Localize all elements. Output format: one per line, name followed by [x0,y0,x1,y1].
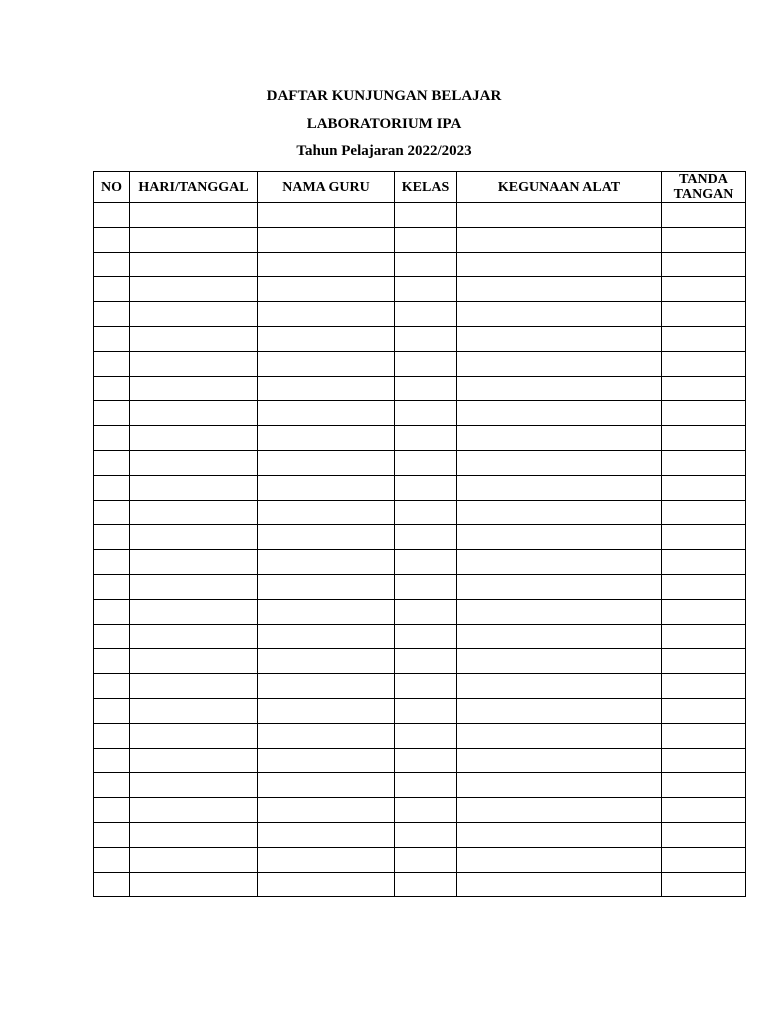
table-cell [395,599,457,624]
table-row [94,252,746,277]
table-cell [662,798,746,823]
table-cell [457,376,662,401]
header-nama-guru: NAMA GURU [258,172,395,203]
table-cell [457,798,662,823]
header-kegunaan-alat: KEGUNAAN ALAT [457,172,662,203]
table-cell [94,847,130,872]
table-cell [130,426,258,451]
table-cell [258,773,395,798]
table-cell [662,550,746,575]
table-cell [94,450,130,475]
table-cell [457,773,662,798]
table-row [94,872,746,897]
table-cell [395,450,457,475]
table-cell [457,302,662,327]
table-cell [258,748,395,773]
table-cell [130,599,258,624]
table-cell [130,822,258,847]
table-cell [258,847,395,872]
table-header-row [94,172,746,203]
table-row [94,401,746,426]
table-cell [395,674,457,699]
table-cell [662,252,746,277]
table-row [94,351,746,376]
table-cell [662,525,746,550]
table-cell [662,748,746,773]
table-cell [457,500,662,525]
table-cell [130,847,258,872]
table-cell [395,203,457,228]
table-cell [94,376,130,401]
table-cell [94,574,130,599]
table-cell [258,574,395,599]
table-cell [94,302,130,327]
table-cell [130,773,258,798]
table-row [94,649,746,674]
table-cell [130,376,258,401]
table-cell [258,426,395,451]
table-cell [457,450,662,475]
table-cell [130,723,258,748]
table-cell [395,574,457,599]
table-cell [457,525,662,550]
table-row [94,203,746,228]
table-cell [94,475,130,500]
table-cell [457,723,662,748]
table-cell [94,698,130,723]
table-cell [395,302,457,327]
header-kelas: KELAS [395,172,457,203]
table-cell [258,450,395,475]
table-cell [258,351,395,376]
table-cell [662,450,746,475]
table-cell [457,351,662,376]
table-cell [130,227,258,252]
table-cell [130,574,258,599]
table-cell [395,277,457,302]
table-cell [94,624,130,649]
table-row [94,674,746,699]
table-cell [662,426,746,451]
table-cell [662,624,746,649]
table-cell [94,203,130,228]
table-row [94,227,746,252]
table-cell [258,698,395,723]
table-cell [662,599,746,624]
table-cell [130,500,258,525]
table-cell [130,525,258,550]
table-row [94,798,746,823]
table-cell [457,748,662,773]
table-cell [130,872,258,897]
table-cell [130,401,258,426]
table-cell [662,698,746,723]
table-row [94,475,746,500]
table-row [94,326,746,351]
table-cell [662,723,746,748]
table-cell [457,649,662,674]
table-cell [258,872,395,897]
table-cell [457,326,662,351]
table-cell [662,277,746,302]
table-cell [457,674,662,699]
table-cell [395,500,457,525]
table-cell [94,351,130,376]
table-cell [395,822,457,847]
table-cell [130,475,258,500]
table-cell [457,624,662,649]
table-row [94,574,746,599]
table-cell [457,227,662,252]
table-cell [662,822,746,847]
table-cell [258,525,395,550]
table-cell [662,401,746,426]
academic-year: Tahun Pelajaran 2022/2023 [296,143,472,159]
table-cell [395,847,457,872]
table-cell [130,302,258,327]
table-cell [395,351,457,376]
table-row [94,277,746,302]
table-cell [258,203,395,228]
table-cell [457,252,662,277]
table-row [94,624,746,649]
table-cell [94,674,130,699]
table-cell [457,426,662,451]
table-row [94,426,746,451]
table-cell [94,227,130,252]
table-cell [662,203,746,228]
table-row [94,822,746,847]
table-cell [662,326,746,351]
table-cell [258,500,395,525]
table-cell [258,227,395,252]
table-cell [94,872,130,897]
table-row [94,302,746,327]
table-cell [457,822,662,847]
table-cell [258,326,395,351]
table-cell [662,500,746,525]
table-cell [395,326,457,351]
table-cell [395,550,457,575]
table-cell [662,351,746,376]
table-cell [395,426,457,451]
table-cell [395,475,457,500]
table-cell [130,674,258,699]
header-no: NO [94,172,130,203]
table-cell [395,723,457,748]
table-cell [258,475,395,500]
table-cell [457,550,662,575]
table-cell [662,649,746,674]
table-cell [457,698,662,723]
table-cell [395,525,457,550]
table-cell [94,326,130,351]
table-cell [258,674,395,699]
table-cell [94,252,130,277]
table-cell [130,351,258,376]
table-cell [130,624,258,649]
table-cell [130,203,258,228]
table-cell [94,773,130,798]
table-cell [457,401,662,426]
table-row [94,773,746,798]
table-cell [130,450,258,475]
table-cell [130,277,258,302]
table-cell [662,872,746,897]
table-cell [94,798,130,823]
table-row [94,698,746,723]
table-cell [457,847,662,872]
table-cell [395,376,457,401]
table-cell [258,401,395,426]
table-cell [258,550,395,575]
table-cell [258,822,395,847]
table-row [94,847,746,872]
table-cell [94,426,130,451]
table-row [94,723,746,748]
table-cell [94,500,130,525]
table-cell [662,376,746,401]
table-cell [130,798,258,823]
table-cell [94,550,130,575]
table-cell [457,574,662,599]
table-cell [662,847,746,872]
table-cell [94,649,130,674]
table-cell [258,798,395,823]
table-cell [395,624,457,649]
table-cell [395,252,457,277]
table-cell [94,401,130,426]
document-subtitle: LABORATORIUM IPA [306,116,462,132]
table-cell [94,277,130,302]
table-cell [662,475,746,500]
table-row [94,550,746,575]
visit-log-table [93,171,746,897]
table-cell [258,376,395,401]
table-cell [457,599,662,624]
table-cell [94,723,130,748]
table-row [94,748,746,773]
table-cell [457,203,662,228]
table-cell [395,872,457,897]
table-cell [395,773,457,798]
table-cell [258,723,395,748]
table-cell [395,227,457,252]
table-cell [130,649,258,674]
table-cell [258,252,395,277]
table-row [94,500,746,525]
table-cell [94,822,130,847]
table-cell [130,252,258,277]
table-cell [457,277,662,302]
table-cell [94,525,130,550]
table-cell [130,550,258,575]
table-cell [94,748,130,773]
table-body [94,203,746,897]
table-row [94,525,746,550]
table-cell [258,277,395,302]
table-cell [130,698,258,723]
table-cell [94,599,130,624]
table-cell [395,649,457,674]
table-cell [457,475,662,500]
table-row [94,450,746,475]
table-cell [395,401,457,426]
table-cell [258,302,395,327]
table-row [94,376,746,401]
table-cell [130,748,258,773]
table-cell [258,599,395,624]
table-cell [258,649,395,674]
table-cell [130,326,258,351]
table-cell [662,302,746,327]
table-row [94,599,746,624]
table-cell [662,227,746,252]
table-cell [395,698,457,723]
table-cell [662,674,746,699]
table-cell [662,574,746,599]
table-cell [395,798,457,823]
header-hari-tanggal: HARI/TANGGAL [130,172,258,203]
table-cell [258,624,395,649]
table-cell [457,872,662,897]
header-tanda-tangan: TANDA TANGAN [662,172,746,203]
table-cell [395,748,457,773]
table-cell [662,773,746,798]
document-title: DAFTAR KUNJUNGAN BELAJAR [266,88,502,104]
